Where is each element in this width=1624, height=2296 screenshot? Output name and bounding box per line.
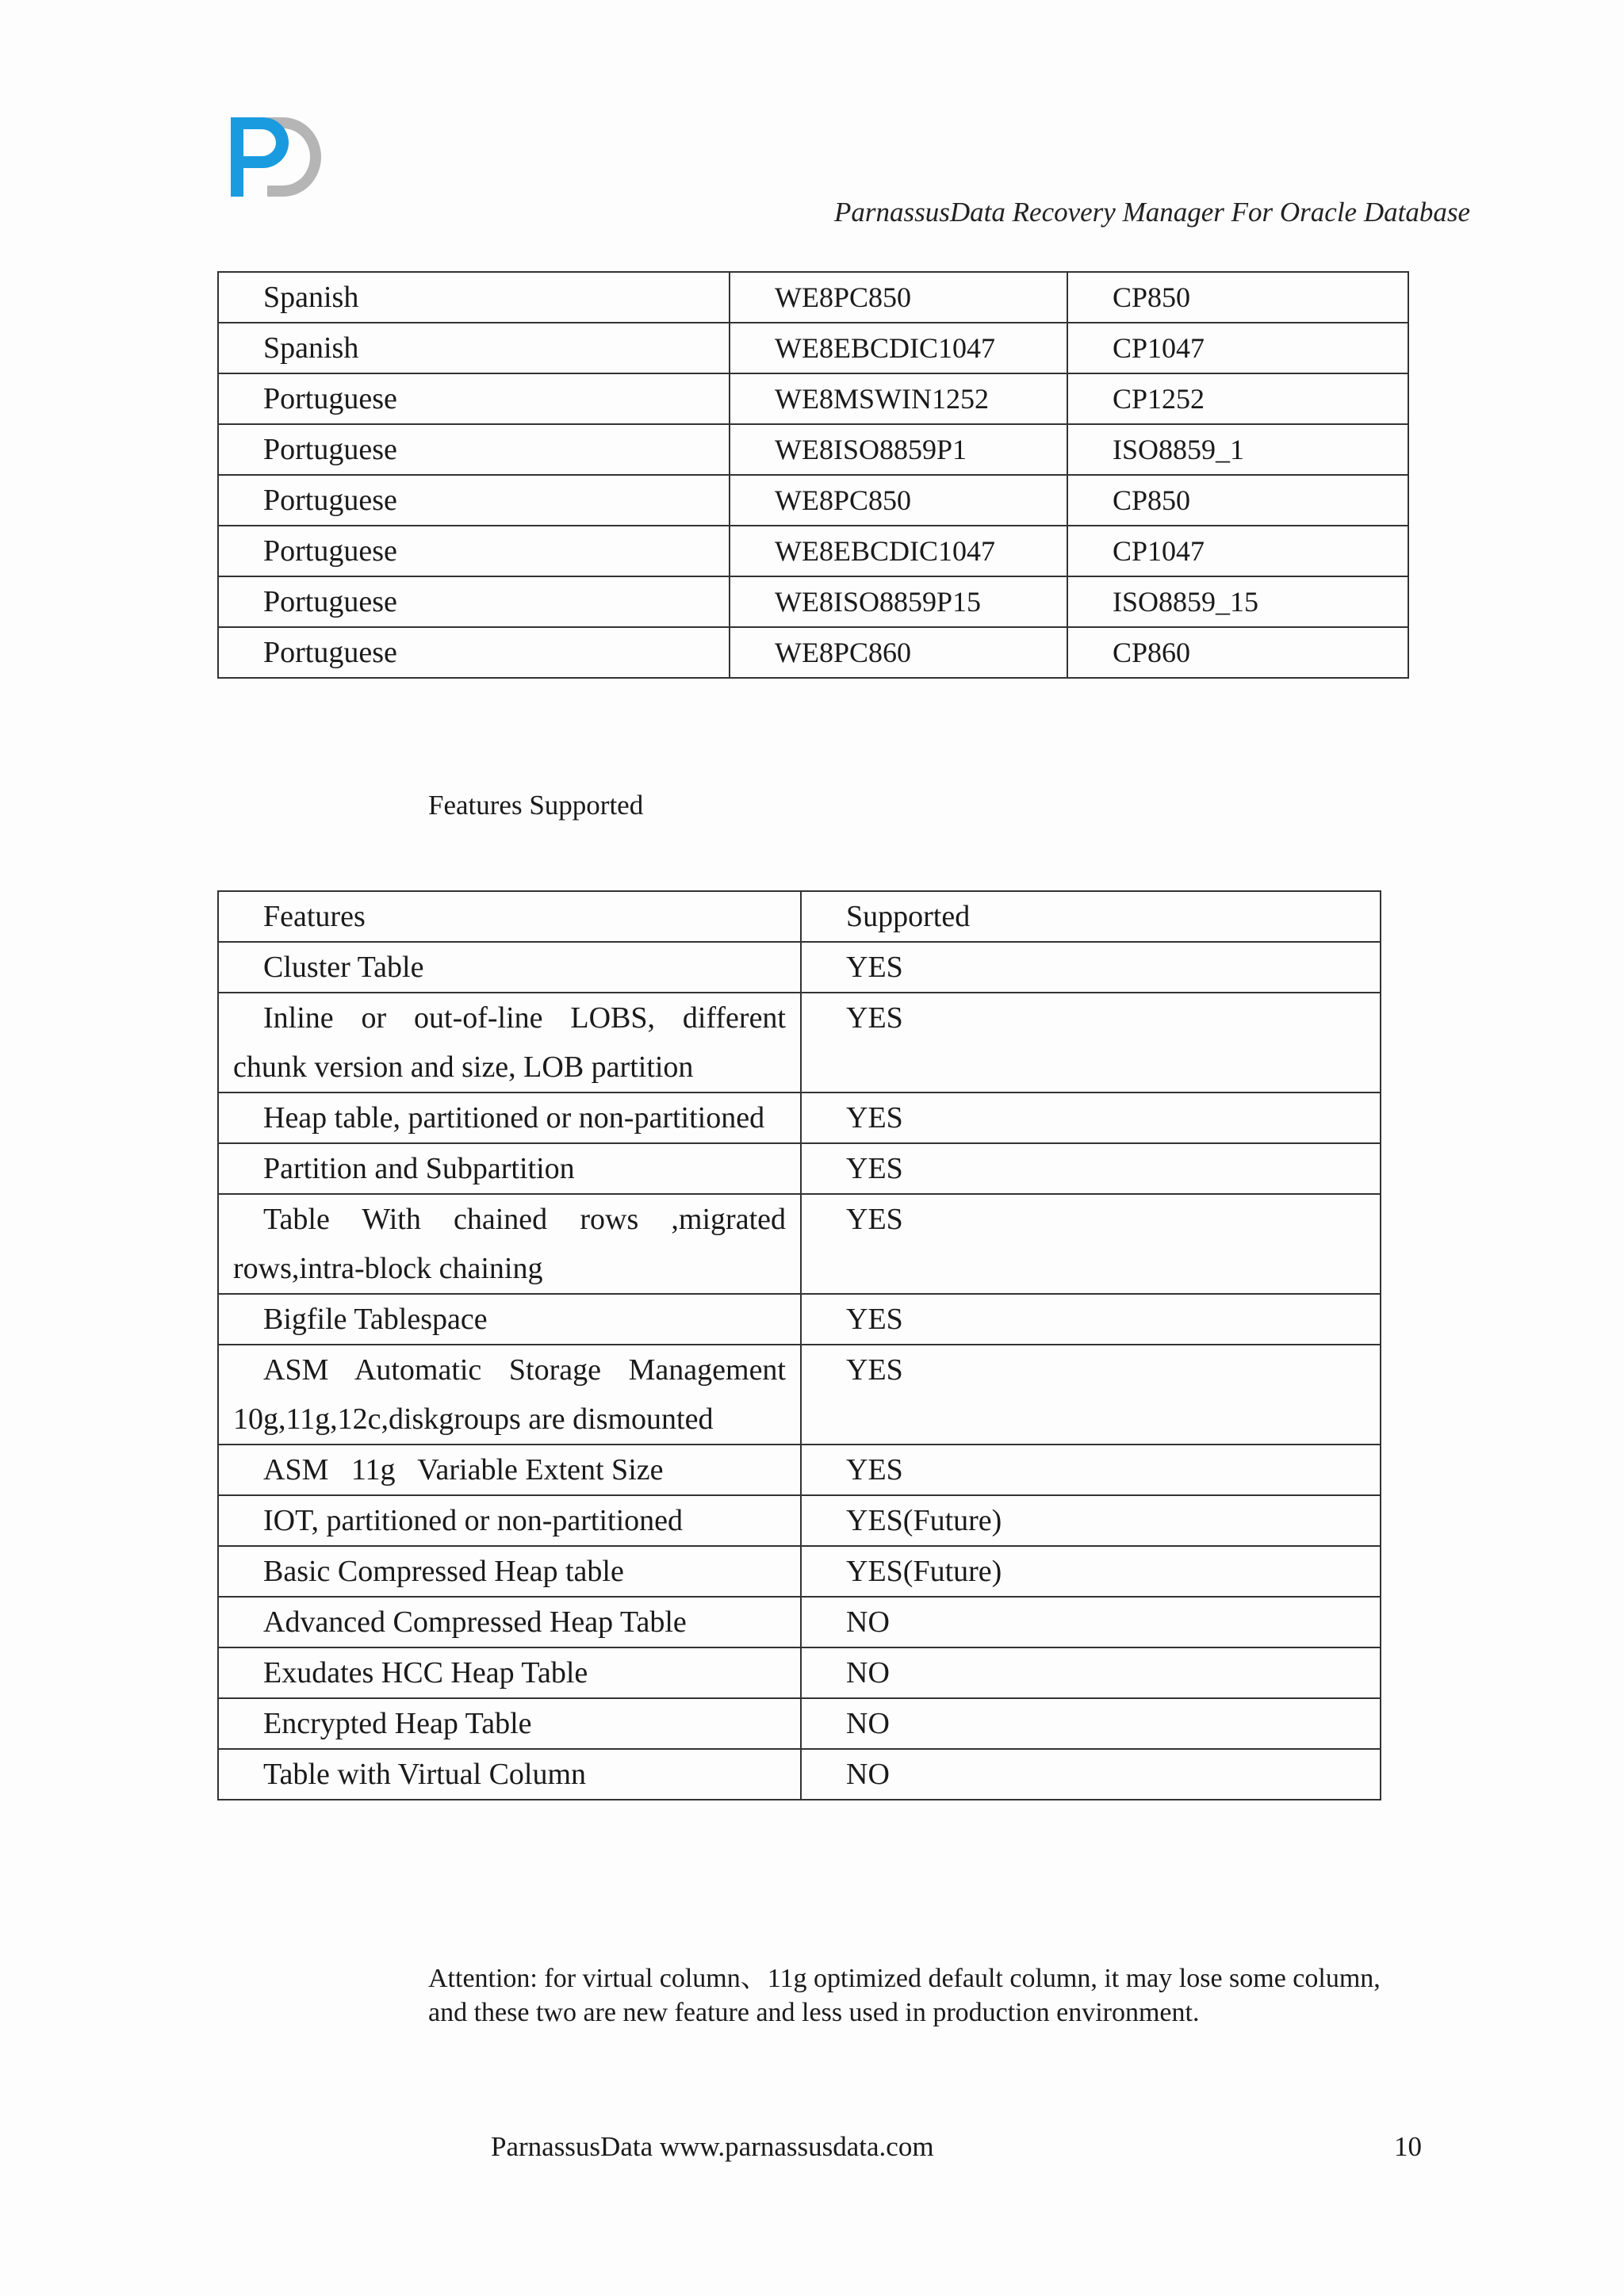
features-header-row (218, 891, 1381, 942)
feature-name-cell: Exudates HCC Heap Table (218, 1647, 801, 1698)
feature-row (218, 1698, 1381, 1749)
charset-table (217, 271, 1409, 679)
feature-supported-cell: YES (801, 1093, 1381, 1143)
language-cell: Portuguese (218, 373, 730, 424)
oracle-charset-cell: WE8ISO8859P1 (730, 424, 1067, 475)
feature-name-cell: Table with Virtual Column (218, 1749, 801, 1800)
feature-supported-cell: YES (801, 1143, 1381, 1194)
feature-supported-cell: YES (801, 1345, 1381, 1445)
feature-row (218, 1445, 1381, 1495)
feature-supported-cell: YES (801, 993, 1381, 1093)
language-cell: Portuguese (218, 526, 730, 576)
feature-name-cell: IOT, partitioned or non-partitioned (218, 1495, 801, 1546)
oracle-charset-cell: WE8EBCDIC1047 (730, 323, 1067, 373)
oracle-charset-cell: WE8PC850 (730, 272, 1067, 323)
language-cell: Portuguese (218, 475, 730, 526)
feature-row (218, 1294, 1381, 1345)
charset-row (218, 373, 1408, 424)
oracle-charset-cell: WE8EBCDIC1047 (730, 526, 1067, 576)
feature-row (218, 1345, 1381, 1445)
feature-supported-cell: YES (801, 1294, 1381, 1345)
oracle-charset-cell: WE8PC860 (730, 627, 1067, 678)
feature-row (218, 942, 1381, 993)
feature-name-cell: Heap table, partitioned or non-partitioned (218, 1093, 801, 1143)
language-cell: Spanish (218, 323, 730, 373)
java-charset-cell: ISO8859_1 (1067, 424, 1408, 475)
feature-supported-cell: YES (801, 1194, 1381, 1294)
feature-name-cell: Bigfile Tablespace (218, 1294, 801, 1345)
charset-row (218, 475, 1408, 526)
feature-row (218, 1093, 1381, 1143)
oracle-charset-cell: WE8MSWIN1252 (730, 373, 1067, 424)
supported-header-cell: Supported (801, 891, 1381, 942)
charset-row (218, 424, 1408, 475)
feature-name-cell: Table With chained rows ,migrated rows,intra-block chaining (218, 1194, 801, 1294)
java-charset-cell: CP860 (1067, 627, 1408, 678)
feature-supported-cell: NO (801, 1597, 1381, 1647)
document-header-title: ParnassusData Recovery Manager For Oracle Database (834, 197, 1470, 228)
charset-row (218, 526, 1408, 576)
feature-row (218, 1749, 1381, 1800)
feature-row (218, 993, 1381, 1093)
java-charset-cell: ISO8859_15 (1067, 576, 1408, 627)
section-title: Features Supported (428, 790, 644, 821)
java-charset-cell: CP1047 (1067, 323, 1408, 373)
feature-supported-cell: NO (801, 1698, 1381, 1749)
language-cell: Portuguese (218, 627, 730, 678)
page-number: 10 (1394, 2131, 1422, 2162)
java-charset-cell: CP1047 (1067, 526, 1408, 576)
language-cell: Portuguese (218, 576, 730, 627)
feature-name-cell: Encrypted Heap Table (218, 1698, 801, 1749)
java-charset-cell: CP850 (1067, 272, 1408, 323)
pd-logo-icon (226, 109, 321, 205)
java-charset-cell: CP850 (1067, 475, 1408, 526)
features-table (217, 890, 1381, 1800)
language-cell: Portuguese (218, 424, 730, 475)
charset-row (218, 627, 1408, 678)
charset-row (218, 272, 1408, 323)
features-header-cell: Features (218, 891, 801, 942)
feature-row (218, 1597, 1381, 1647)
feature-row (218, 1143, 1381, 1194)
feature-row (218, 1647, 1381, 1698)
feature-row (218, 1495, 1381, 1546)
feature-name-cell: Cluster Table (218, 942, 801, 993)
language-cell: Spanish (218, 272, 730, 323)
feature-name-cell: Advanced Compressed Heap Table (218, 1597, 801, 1647)
feature-name-cell: Partition and Subpartition (218, 1143, 801, 1194)
attention-note: Attention: for virtual column、11g optimized default column, it may lose some column, and these two are new feature and less used in production environment. (428, 1964, 1381, 2027)
feature-name-cell: ASM 11g Variable Extent Size (218, 1445, 801, 1495)
charset-row (218, 323, 1408, 373)
feature-supported-cell: NO (801, 1749, 1381, 1800)
feature-row (218, 1194, 1381, 1294)
charset-row (218, 576, 1408, 627)
feature-supported-cell: YES (801, 1445, 1381, 1495)
feature-row (218, 1546, 1381, 1597)
feature-supported-cell: YES(Future) (801, 1495, 1381, 1546)
feature-supported-cell: YES(Future) (801, 1546, 1381, 1597)
feature-supported-cell: NO (801, 1647, 1381, 1698)
oracle-charset-cell: WE8PC850 (730, 475, 1067, 526)
oracle-charset-cell: WE8ISO8859P15 (730, 576, 1067, 627)
feature-name-cell: Inline or out-of-line LOBS, different chunk version and size, LOB partition (218, 993, 801, 1093)
footer-text: ParnassusData www.parnassusdata.com (491, 2131, 934, 2162)
feature-name-cell: Basic Compressed Heap table (218, 1546, 801, 1597)
java-charset-cell: CP1252 (1067, 373, 1408, 424)
feature-supported-cell: YES (801, 942, 1381, 993)
feature-name-cell: ASM Automatic Storage Management 10g,11g,12c,diskgroups are dismounted (218, 1345, 801, 1445)
